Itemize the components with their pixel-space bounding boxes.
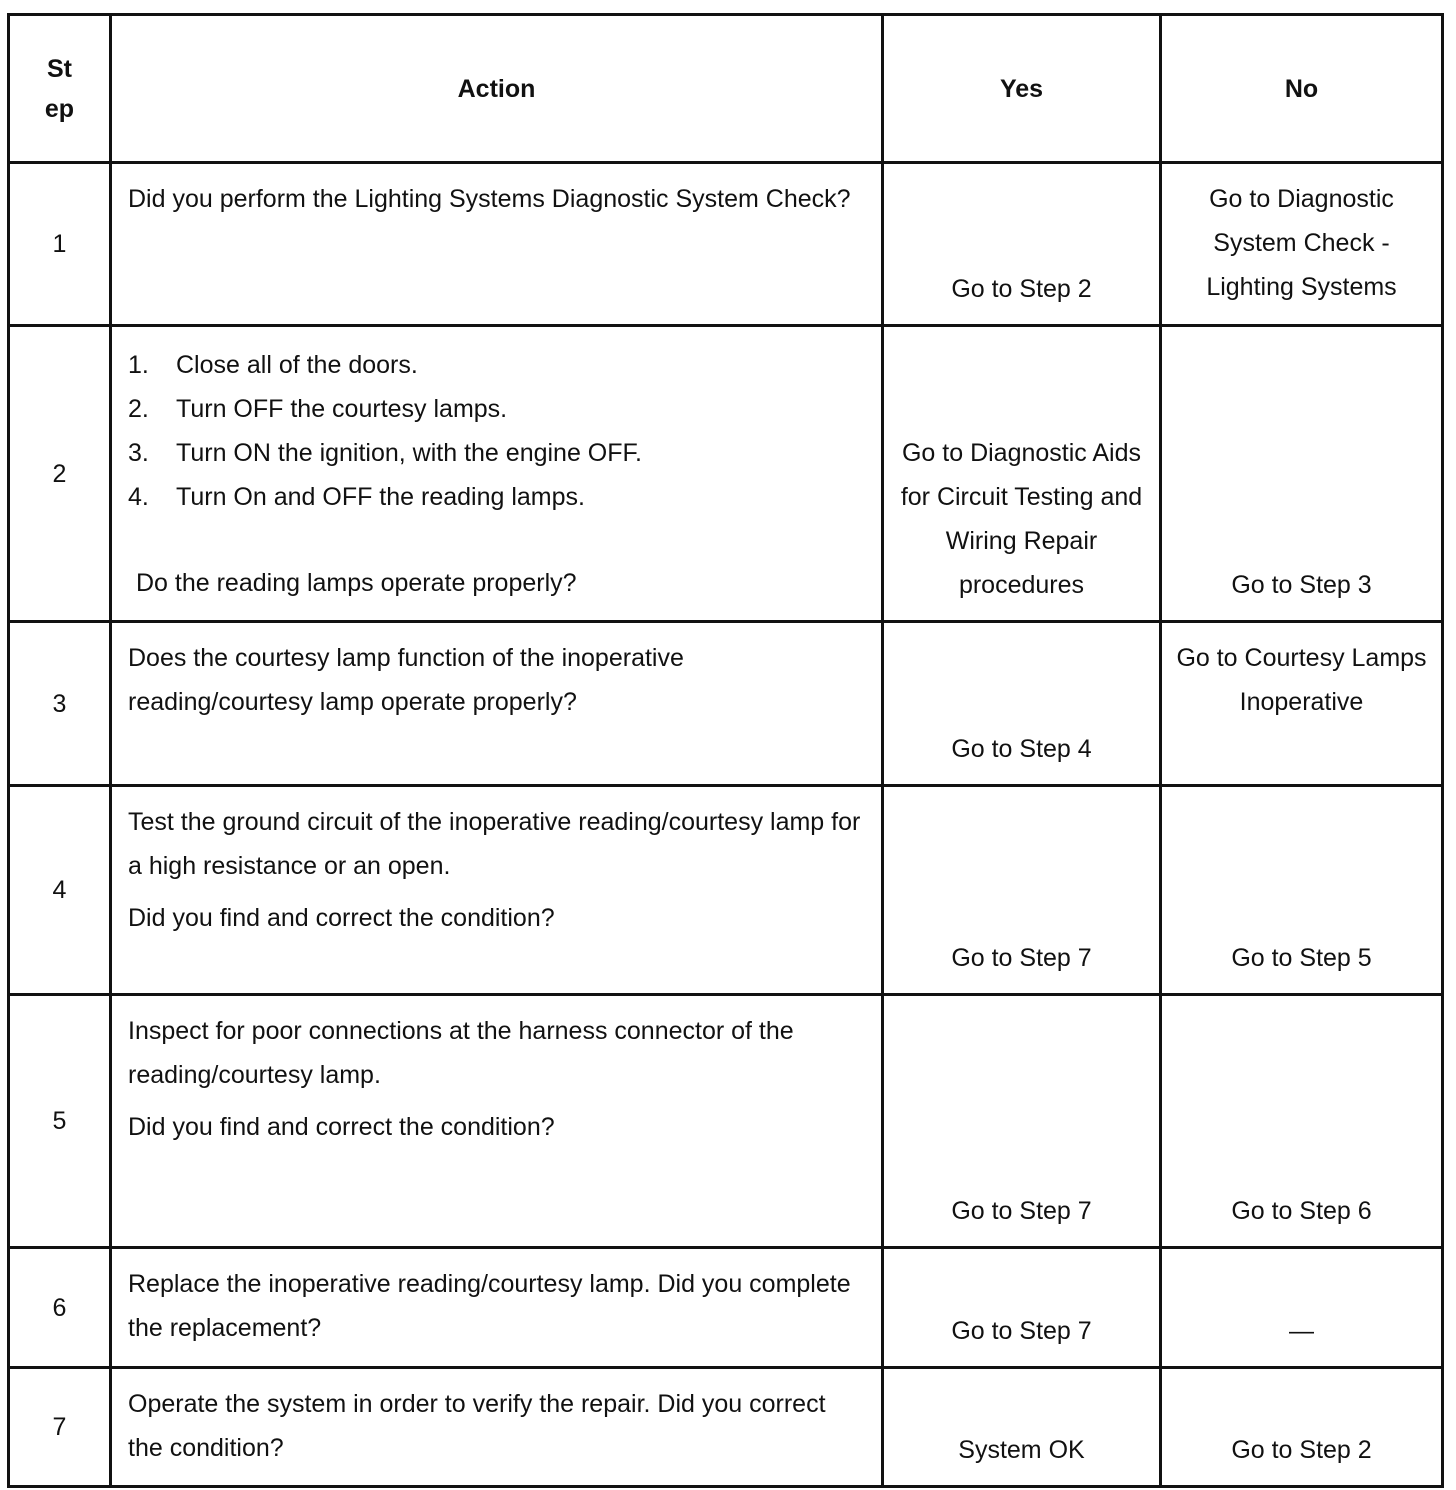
list-item-text: Close all of the doors. [176,351,418,379]
step-number: 3 [9,622,111,786]
table-row [9,163,1443,326]
yes-result: Go to Step 2 [883,163,1161,326]
list-item-number: 1. [128,351,149,379]
no-result: Go to Step 3 [1161,326,1443,622]
table-row [9,786,1443,995]
list-item [128,431,865,475]
action-text: Operate the system in order to verify the repair. Did you correct the condition? [111,1368,883,1487]
list-item-text: Turn On and OFF the reading lamps. [176,483,585,511]
list-item [128,387,865,431]
action-steps-list [128,343,865,519]
header-step: St ep [9,15,111,163]
list-item-number: 3. [128,439,149,467]
diagnostic-table [7,13,1444,1488]
no-result: Go to Step 6 [1161,995,1443,1248]
header-row [9,15,1443,163]
step-number: 7 [9,1368,111,1487]
step-number: 2 [9,326,111,622]
action-text: Inspect for poor connections at the harness connector of the reading/courtesy lamp. [128,1017,794,1089]
yes-result: Go to Step 7 [883,1248,1161,1368]
step-number: 4 [9,786,111,995]
action-cell [111,786,883,995]
action-cell [111,995,883,1248]
action-text: Replace the inoperative reading/courtesy lamp. Did you complete the replacement? [111,1248,883,1368]
yes-result: System OK [883,1368,1161,1487]
action-cell [111,326,883,622]
table-row [9,622,1443,786]
no-result: Go to Step 2 [1161,1368,1443,1487]
list-item-text: Turn OFF the courtesy lamps. [176,395,508,423]
no-result: Go to Step 5 [1161,786,1443,995]
table-row [9,326,1443,622]
action-text: Test the ground circuit of the inoperative reading/courtesy lamp for a high resistance or an open. [128,808,861,880]
no-result: — [1161,1248,1443,1368]
step-number: 6 [9,1248,111,1368]
header-action: Action [111,15,883,163]
no-result: Go to Diagnostic System Check - Lighting Systems [1161,163,1443,326]
list-item-number: 4. [128,483,149,511]
step-number: 1 [9,163,111,326]
no-result: Go to Courtesy Lamps Inoperative [1161,622,1443,786]
list-item [128,475,865,519]
action-question: Did you find and correct the condition? [128,904,555,932]
table-row [9,995,1443,1248]
list-item [128,343,865,387]
table-row [9,1368,1443,1487]
yes-result: Go to Step 4 [883,622,1161,786]
action-question: Did you find and correct the condition? [128,1113,555,1141]
action-text: Does the courtesy lamp function of the inoperative reading/courtesy lamp operate properly? [111,622,883,786]
list-item-number: 2. [128,395,149,423]
list-item-text: Turn ON the ignition, with the engine OFF. [176,439,642,467]
yes-result: Go to Diagnostic Aids for Circuit Testing and Wiring Repair procedures [883,326,1161,622]
yes-result: Go to Step 7 [883,786,1161,995]
action-text: Did you perform the Lighting Systems Diagnostic System Check? [111,163,883,326]
yes-result: Go to Step 7 [883,995,1161,1248]
table-row [9,1248,1443,1368]
action-question: Do the reading lamps operate properly? [136,569,577,597]
step-number: 5 [9,995,111,1248]
header-yes: Yes [883,15,1161,163]
header-no: No [1161,15,1443,163]
